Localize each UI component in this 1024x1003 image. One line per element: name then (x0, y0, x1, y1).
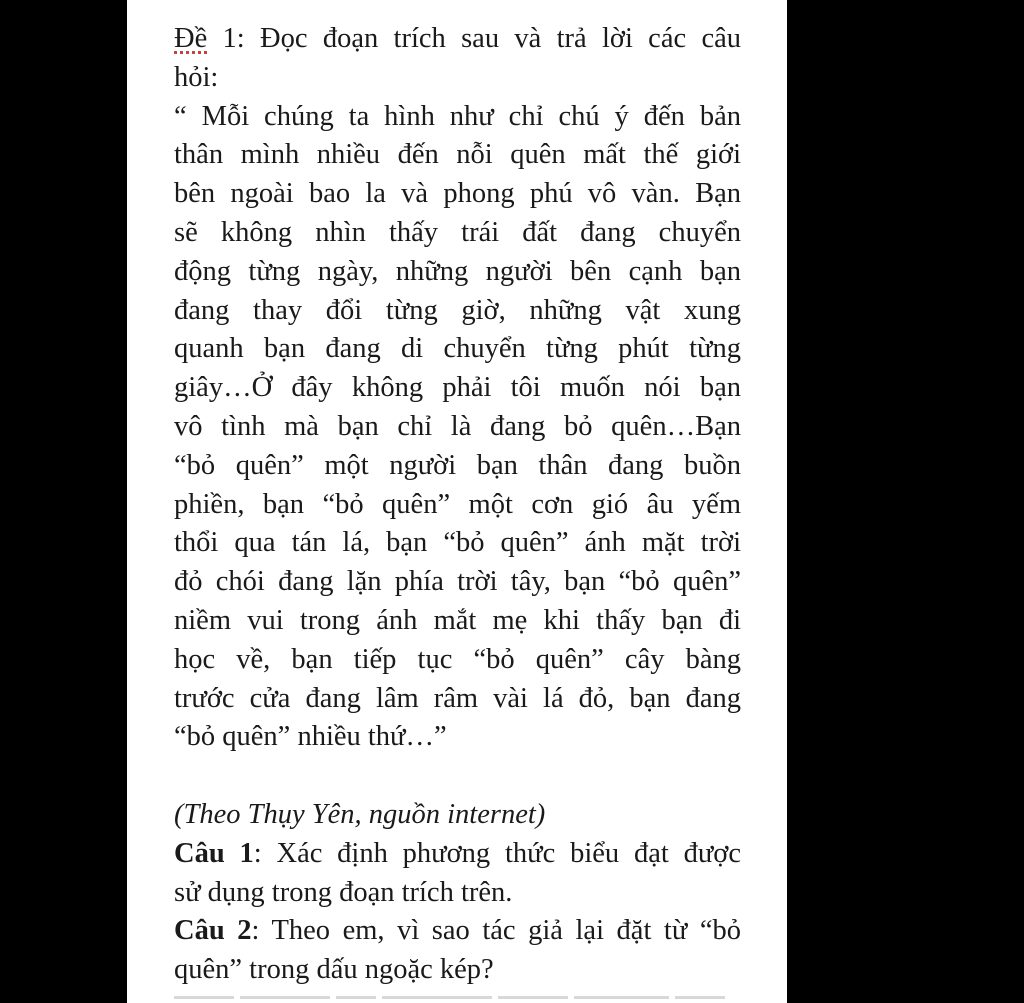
passage (174, 98, 741, 758)
exam-text (174, 20, 741, 990)
question-1-line-2: sử dụng trong đoạn trích trên. (174, 876, 513, 908)
passage-line: thân mình nhiều đến nỗi quên mất thế giới (174, 139, 741, 171)
passage-line: “ Mỗi chúng ta hình như chỉ chú ý đến bản (174, 100, 741, 132)
heading-rest: 1: Đọc đoạn trích sau và trả lời các câu (207, 23, 741, 54)
passage-line: đang thay đổi từng giờ, những vật xung (174, 294, 741, 326)
question-1-line-1 (174, 835, 741, 874)
heading-line-1 (174, 20, 741, 59)
source-citation: (Theo Thụy Yên, nguồn internet) (174, 798, 546, 830)
document-page (127, 0, 787, 1003)
question-2-label: Câu 2 (174, 915, 252, 947)
question-2-line-2: quên” trong dấu ngoặc kép? (174, 954, 494, 986)
question-1-label: Câu 1 (174, 837, 254, 869)
passage-line: niềm vui trong ánh mắt mẹ khi thấy bạn đi (174, 604, 741, 636)
passage-line: học về, bạn tiếp tục “bỏ quên” cây bàng (174, 643, 741, 675)
passage-line: “bỏ quên” một người bạn thân đang buồn (174, 449, 741, 481)
heading-lead: Đề (174, 23, 208, 54)
question-2-text: : Theo em, vì sao tác giả lại đặt từ “bỏ (251, 915, 742, 947)
passage-line: động từng ngày, những người bên cạnh bạn (174, 255, 741, 287)
passage-line: vô tình mà bạn chỉ là đang bỏ quên…Bạn (174, 410, 741, 442)
passage-line: giây…Ở đây không phải tôi muốn nói bạn (174, 372, 741, 404)
heading-line-2: hỏi: (174, 61, 219, 93)
blank-line (174, 757, 741, 796)
cropped-next-line (174, 996, 734, 1003)
question-2-line-1 (174, 912, 741, 951)
passage-line: bên ngoài bao la và phong phú vô vàn. Bạn (174, 178, 741, 210)
passage-line: “bỏ quên” nhiều thứ…” (174, 721, 447, 753)
passage-line: quanh bạn đang di chuyển từng phút từng (174, 333, 741, 365)
passage-line: đỏ chói đang lặn phía trời tây, bạn “bỏ quên” (174, 566, 741, 598)
question-1-text: : Xác định phương thức biểu đạt được (253, 837, 741, 869)
passage-line: thổi qua tán lá, bạn “bỏ quên” ánh mặt trời (174, 527, 741, 559)
passage-line: trước cửa đang lâm râm vài lá đỏ, bạn đang (174, 682, 741, 714)
passage-line: sẽ không nhìn thấy trái đất đang chuyển (174, 216, 741, 248)
passage-line: phiền, bạn “bỏ quên” một cơn gió âu yếm (174, 488, 741, 520)
